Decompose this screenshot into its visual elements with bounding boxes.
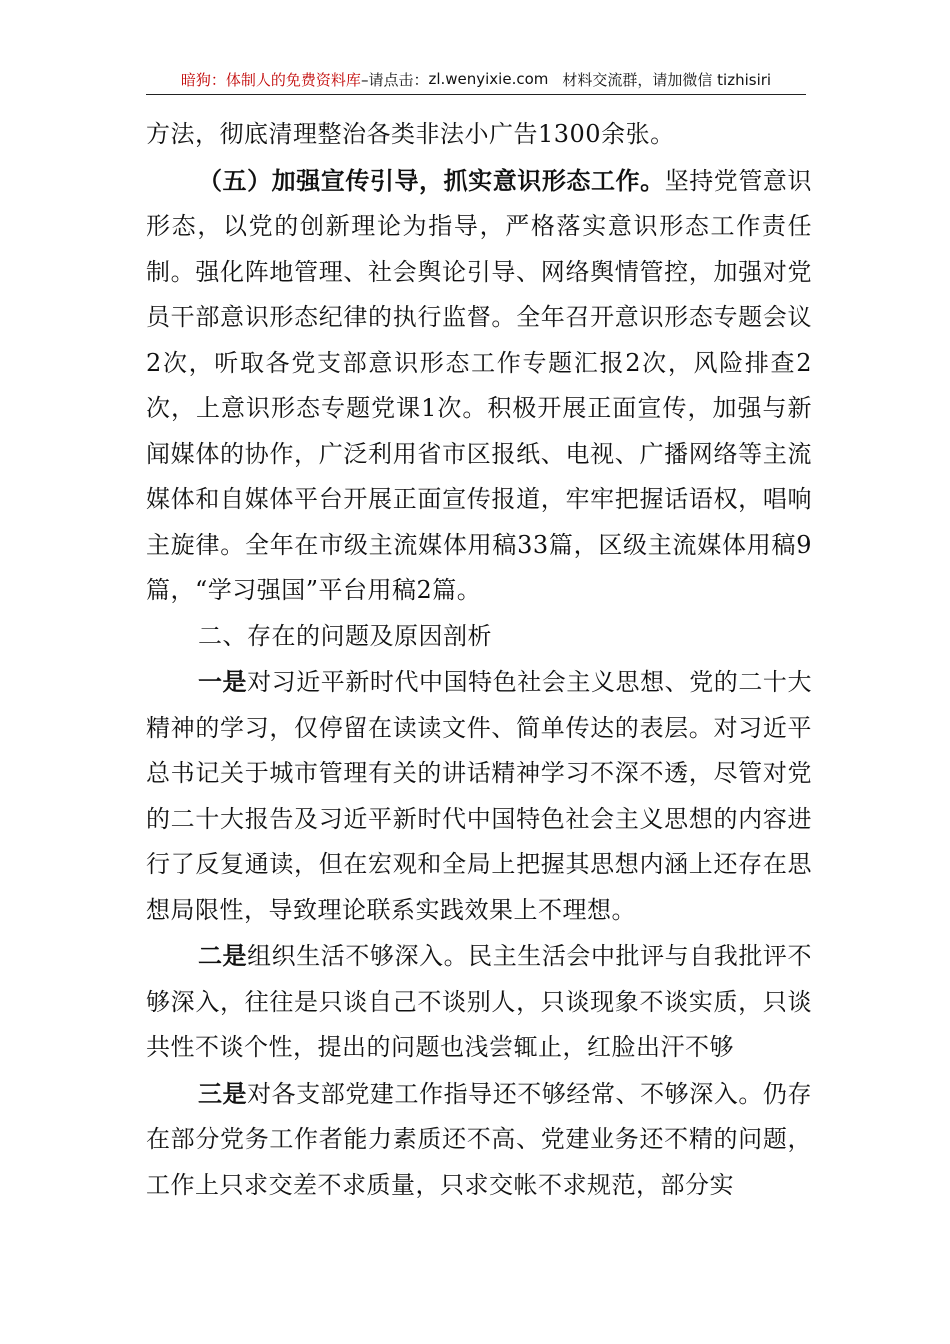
issue-three-text: 对各支部党建工作指导还不够经常、不够深入。仍存在部分党务工作者能力素质还不高、党建业务还不精的问题，工作上只求交差不求质量，只求交帐不求规范，部分实 (146, 1079, 812, 1199)
page-header (146, 64, 806, 95)
section-five-text: 坚持党管意识形态，以党的创新理论为指导，严格落实意识形态工作责任制。强化阵地管理、社会舆论引导、网络舆情管控，加强对党员干部意识形态纪律的执行监督。全年召开意识形态专题会议2次，听取各党支部意识形态工作专题汇报2次，风险排查2次，上意识形态专题党课1次。积极开展正面宣传，加强与新闻媒体的协作，广泛利用省市区报纸、电视、广播网络等主流媒体和自媒体平台开展正面宣传报道，牢牢把握话语权，唱响主旋律。全年在市级主流媒体用稿33篇，区级主流媒体用稿9篇，“学习强国”平台用稿2篇。 (146, 166, 812, 604)
issue-one-label: 一是 (198, 667, 248, 696)
issue-three-label: 三是 (198, 1078, 248, 1108)
section-heading: 二、存在的问题及原因剖析 (198, 621, 492, 650)
issue-one-text: 对习近平新时代中国特色社会主义思想、党的二十大精神的学习，仅停留在读读文件、简单传达的表层。对习近平总书记关于城市管理有关的讲话精神学习不深不透，尽管对党的二十大报告及习近平新时代中国特色社会主义思想的内容进行了反复通读，但在宏观和全局上把握其思想内涵上还存在思想局限性，导致理论联系实践效果上不理想。 (146, 668, 812, 924)
header-click-prefix: –请点击： (360, 70, 429, 89)
paragraph-issue-three (146, 1071, 812, 1209)
paragraph-section-five (146, 158, 812, 614)
document-body (146, 112, 812, 1208)
header-site-name: 暗狗：体制人的免费资料库 (180, 70, 361, 89)
header-url-link[interactable]: zl.wenyixie.com (428, 70, 549, 88)
issue-two-text: 组织生活不够深入。民主生活会中批评与自我批评不够深入，往往是只谈自己不谈别人，只谈现象不谈实质，只谈共性不谈个性，提出的问题也浅尝辄止，红脸出汗不够 (146, 942, 812, 1061)
paragraph-continued: 方法，彻底清理整治各类非法小广告1300余张。 (146, 120, 675, 148)
section-five-title: （五）加强宣传引导，抓实意识形态工作。 (198, 165, 665, 195)
header-wechat-group: 材料交流群，请加微信 tizhisiri (562, 70, 772, 89)
issue-two-label: 二是 (198, 941, 248, 970)
paragraph-issue-two (146, 933, 812, 1071)
paragraph-issue-one (146, 659, 812, 933)
